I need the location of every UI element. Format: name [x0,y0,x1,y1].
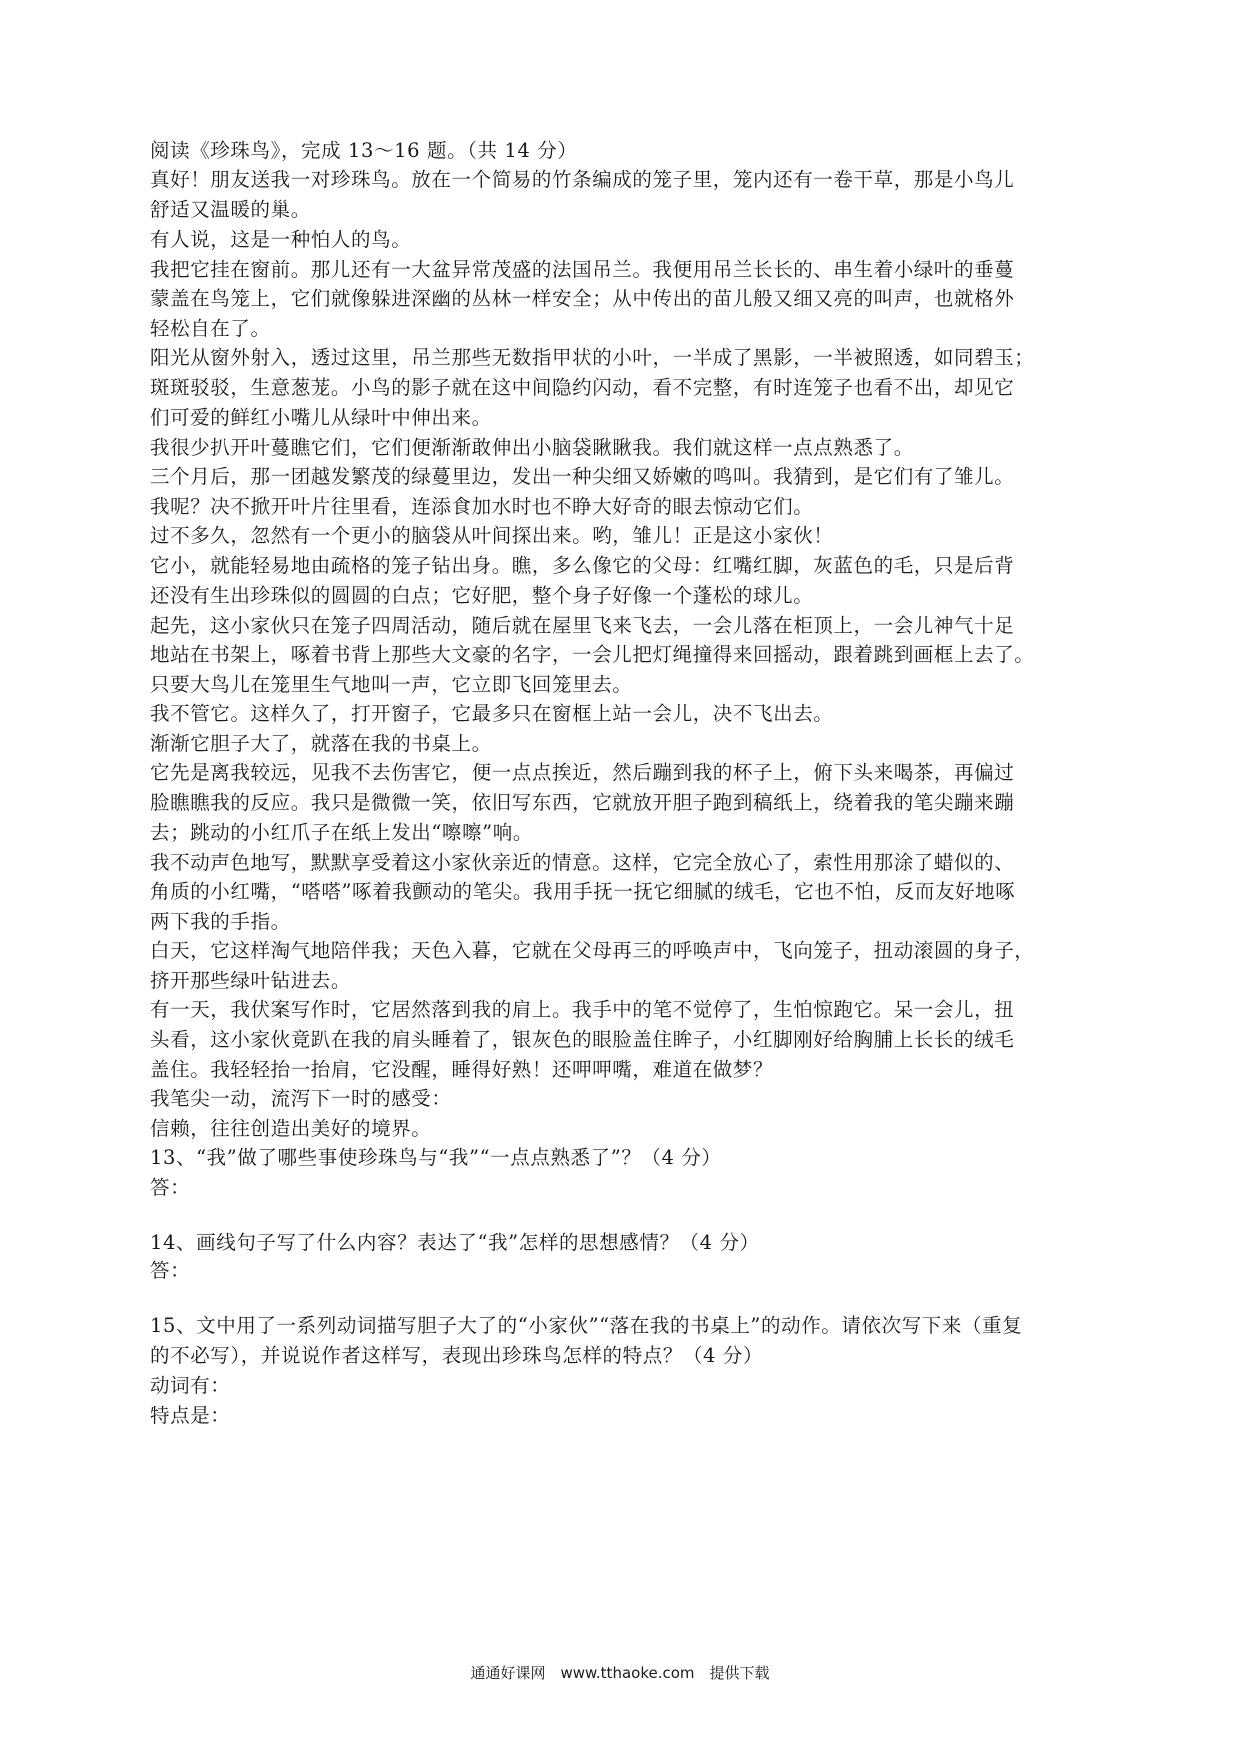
text-line: 我把它挂在窗前。那儿还有一大盆异常茂盛的法国吊兰。我便用吊兰长长的、串生着小绿叶的垂蔓 [150,258,1015,281]
text-line: 脸瞧瞧我的反应。我只是微微一笑，依旧写东西，它就放开胆子跑到稿纸上，绕着我的笔尖蹦来蹦 [150,791,1015,814]
text-line: 它小，就能轻易地由疏格的笼子钻出身。瞧，多么像它的父母：红嘴红脚，灰蓝色的毛，只是后背 [150,554,1015,577]
text-line: 头看，这小家伙竟趴在我的肩头睡着了，银灰色的眼脸盖住眸子，小红脚刚好给胸脯上长长的绒毛 [150,1028,1015,1051]
text-line: 轻松自在了。 [150,317,271,340]
text-line: 我不管它。这样久了，打开窗子，它最多只在窗框上站一会儿，决不飞出去。 [150,702,834,725]
text-line: 的不必写），并说说作者这样写，表现出珍珠鸟怎样的特点？（4 分） [150,1344,764,1367]
text-line: 有一天，我伏案写作时，它居然落到我的肩上。我手中的笔不觉停了，生怕惊跑它。呆一会儿，扭 [150,998,1015,1021]
text-line: 阳光从窗外射入，透过这里，吊兰那些无数指甲状的小叶，一半成了黑影，一半被照透，如同碧玉； [150,346,1035,369]
text-line: 起先，这小家伙只在笼子四周活动，随后就在屋里飞来飞去，一会儿落在柜顶上，一会儿神气十足 [150,614,1015,637]
text-line: 挤开那些绿叶钻进去。 [150,969,352,992]
text-line: 斑斑驳驳，生意葱茏。小鸟的影子就在这中间隐约闪动，看不完整，有时连笼子也看不出，却见它 [150,376,1015,399]
text-line: 蒙盖在鸟笼上，它们就像躲进深幽的丛林一样安全；从中传出的苗儿般又细又亮的叫声，也就格外 [150,287,1015,310]
text-line: 我不动声色地写，默默享受着这小家伙亲近的情意。这样，它完全放心了，索性用那涂了蜡似的、 [150,851,1015,874]
text-line: 渐渐它胆子大了，就落在我的书桌上。 [150,732,492,755]
text-line: 去；跳动的小红爪子在纸上发出“嚓嚓”响。 [150,821,533,844]
text-line: 三个月后，那一团越发繁茂的绿蔓里边，发出一种尖细又娇嫩的鸣叫。我猜到，是它们有了雏儿。 [150,465,1015,488]
text-line: 特点是： [150,1404,231,1427]
text-line: 角质的小红嘴，“嗒嗒”啄着我颤动的笔尖。我用手抚一抚它细腻的绒毛，它也不怕，反而友好地啄 [150,880,1016,903]
text-line: 盖住。我轻轻抬一抬肩，它没醒，睡得好熟！还呷呷嘴，难道在做梦？ [150,1058,774,1081]
text-line: 它先是离我较远，见我不去伤害它，便一点点挨近，然后蹦到我的杯子上，俯下头来喝茶，再偏过 [150,761,1015,784]
text-line: 舒适又温暖的巢。 [150,198,311,221]
text-line: 我呢？决不掀开叶片往里看，连添食加水时也不睁大好奇的眼去惊动它们。 [150,495,814,518]
text-line: 只要大鸟儿在笼里生气地叫一声，它立即飞回笼里去。 [150,673,633,696]
text-line: 两下我的手指。 [150,910,291,933]
text-line: 13、“我”做了哪些事使珍珠鸟与“我”“一点点熟悉了”？（4 分） [150,1146,722,1169]
text-line: 有人说，这是一种怕人的鸟。 [150,228,412,251]
text-line: 还没有生出珍珠似的圆圆的白点；它好肥，整个身子好像一个蓬松的球儿。 [150,584,814,607]
text-line: 答： [150,1259,191,1282]
text-line: 地站在书架上，啄着书背上那些大文豪的名字，一会儿把灯绳撞得来回摇动，跟着跳到画框上去了。 [150,643,1035,666]
text-line: 15、文中用了一系列动词描写胆子大了的“小家伙”“落在我的书桌上”的动作。请依次写下来（重复 [150,1314,1023,1337]
text-line: 们可爱的鲜红小嘴儿从绿叶中伸出来。 [150,406,492,429]
text-line: 动词有： [150,1374,231,1397]
text-line: 我很少扒开叶蔓瞧它们，它们便渐渐敢伸出小脑袋瞅瞅我。我们就这样一点点熟悉了。 [150,436,914,459]
text-line: 信赖，往往创造出美好的境界。 [150,1117,432,1140]
text-line: 我笔尖一动，流泻下一时的感受： [150,1087,452,1110]
text-line: 白天，它这样淘气地陪伴我；天色入暮，它就在父母再三的呼唤声中，飞向笼子，扭动滚圆的身子， [150,939,1035,962]
text-line: 阅读《珍珠鸟》，完成 13～16 题。（共 14 分） [150,139,578,162]
page-footer: 通通好课网 www.tthaoke.com 提供下载 [470,1664,770,1682]
text-line: 过不多久，忽然有一个更小的脑袋从叶间探出来。哟，雏儿！正是这小家伙！ [150,524,834,547]
text-line: 14、画线句子写了什么内容？表达了“我”怎样的思想感情？（4 分） [150,1231,760,1254]
text-line: 真好！朋友送我一对珍珠鸟。放在一个简易的竹条编成的笼子里，笼内还有一卷干草，那是小鸟儿 [150,168,1015,191]
text-line: 答： [150,1176,191,1199]
